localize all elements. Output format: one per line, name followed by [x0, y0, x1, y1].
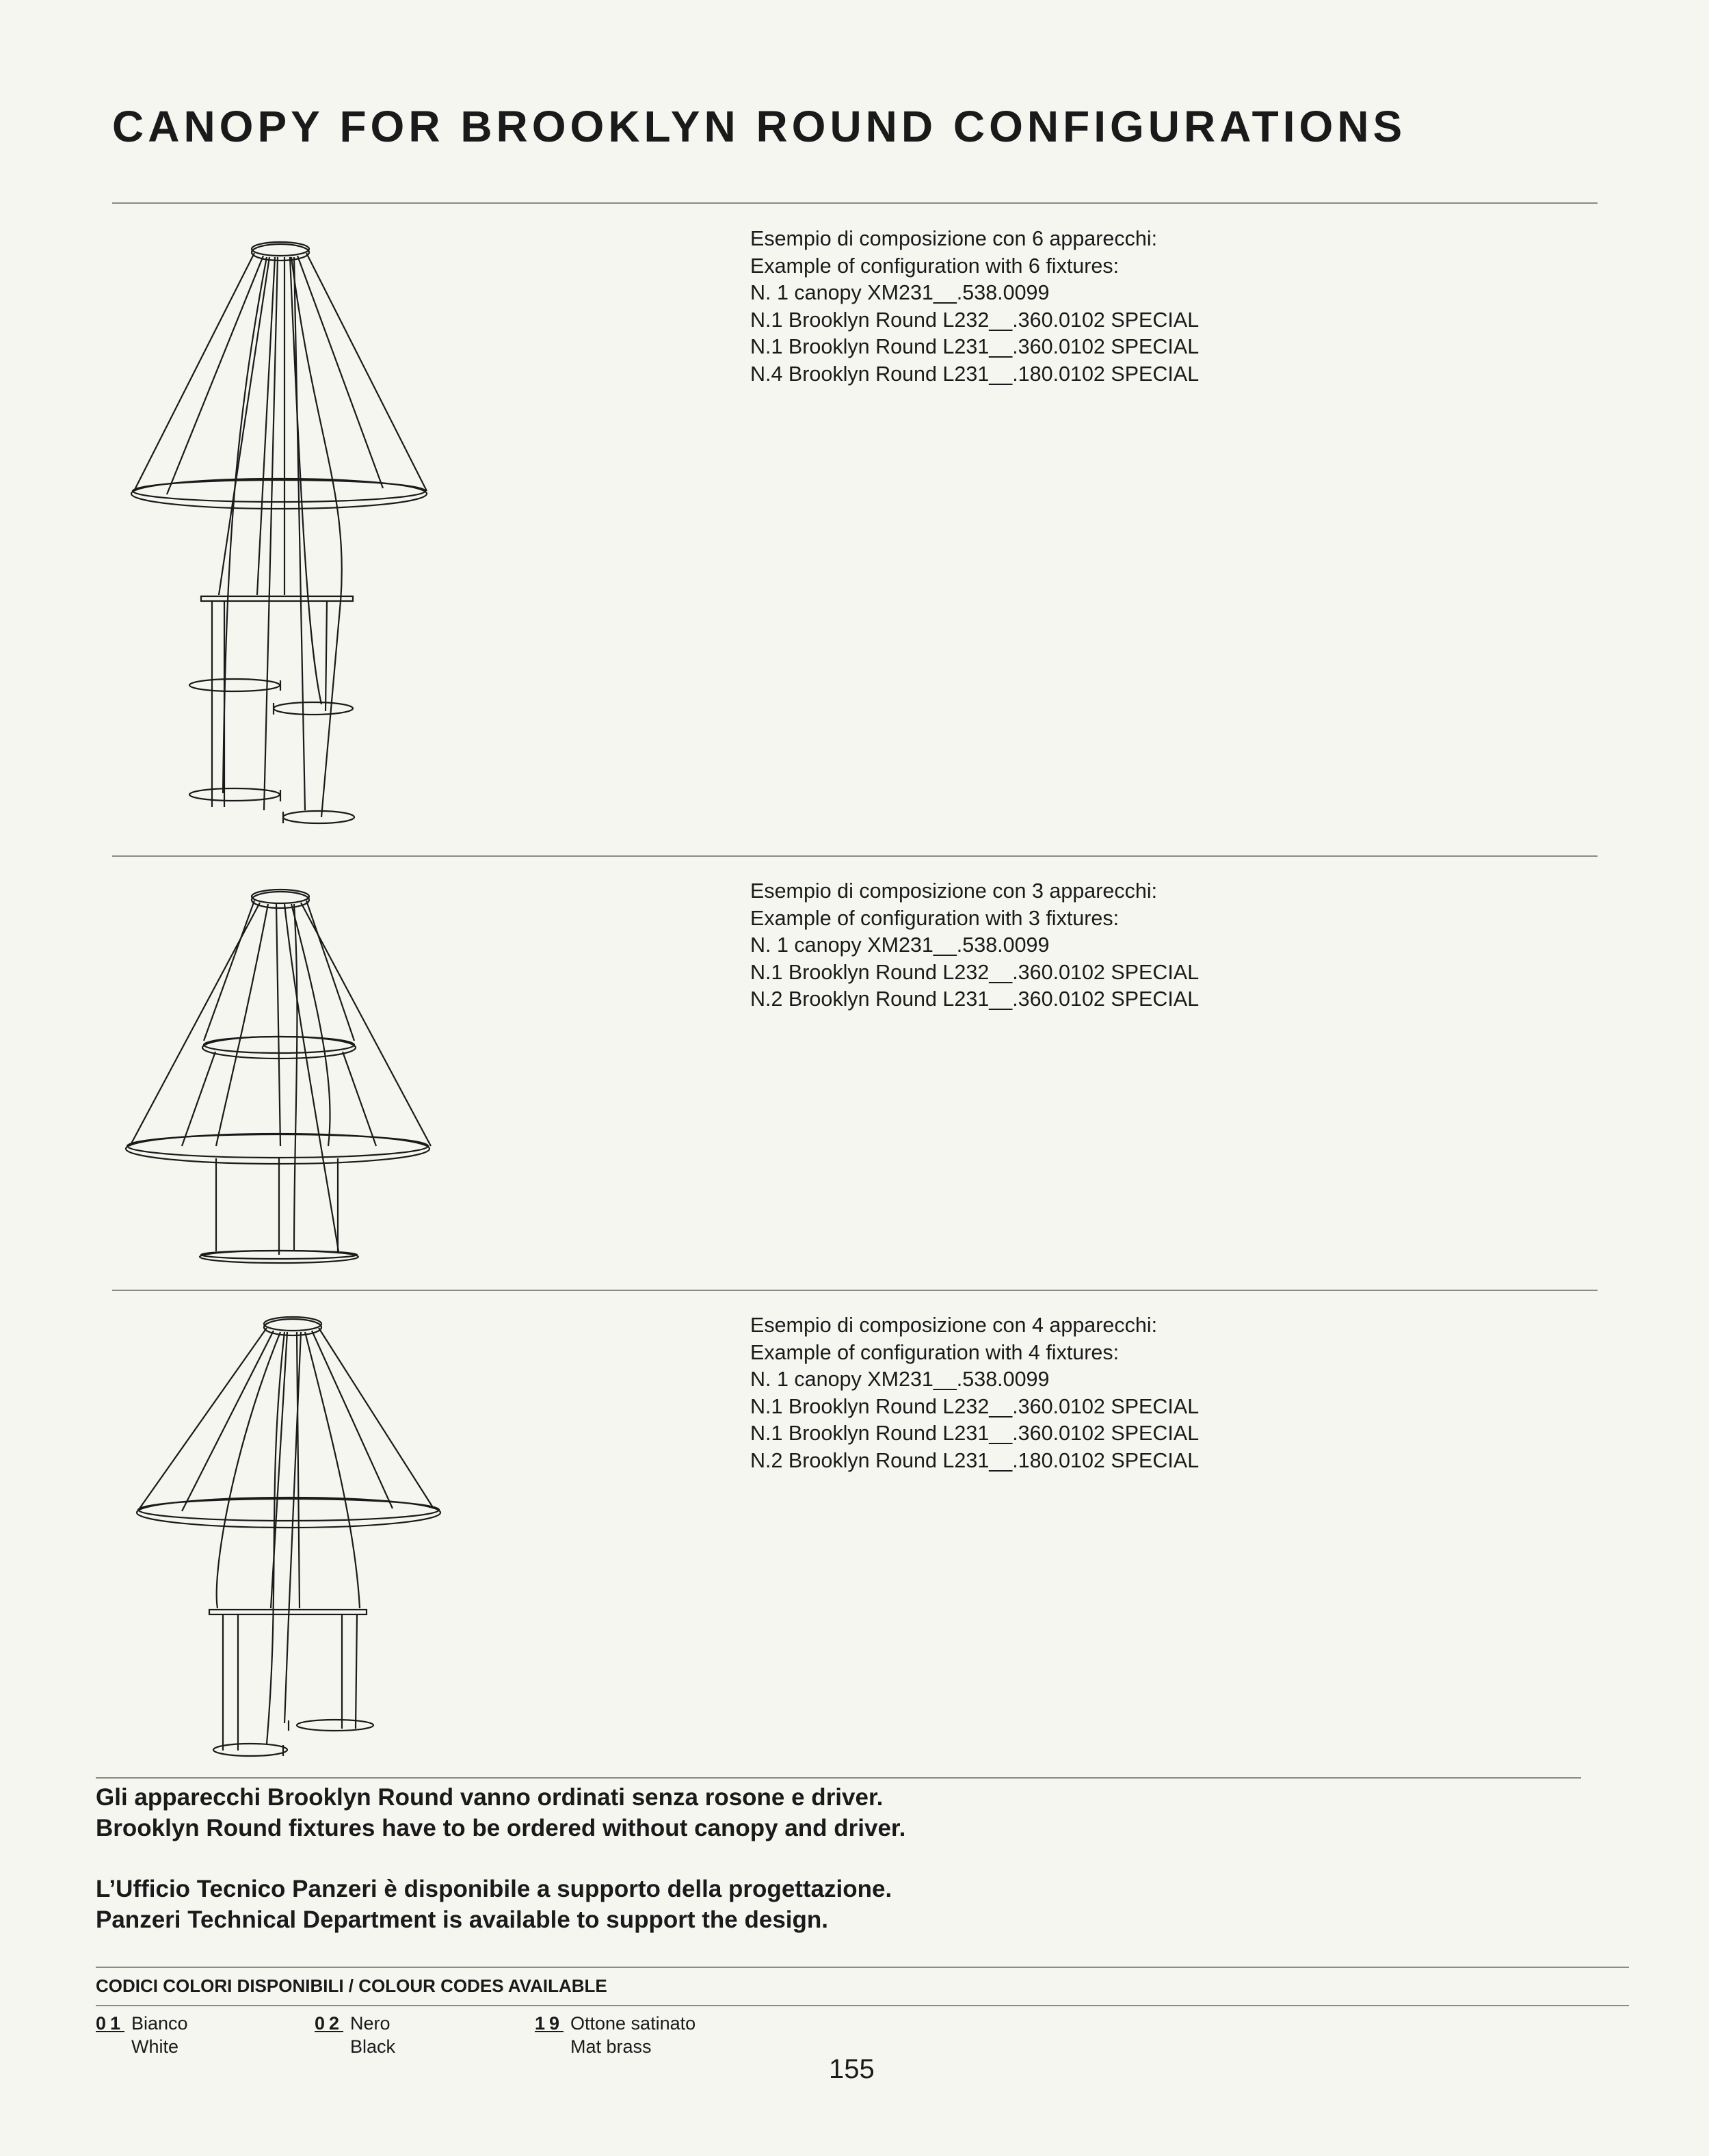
colour-name-en: Mat brass	[570, 2036, 652, 2057]
divider-notes	[96, 1777, 1581, 1779]
colour-code: 19	[535, 2013, 564, 2034]
note-order-en: Brooklyn Round fixtures have to be ordered without canopy and driver.	[96, 1815, 906, 1841]
divider-colour-bottom	[96, 2005, 1629, 2006]
description-line: N.4 Brooklyn Round L231__.180.0102 SPECIAL	[750, 362, 1200, 386]
note-support-en: Panzeri Technical Department is available to support the design.	[96, 1906, 829, 1933]
configuration-6-fixtures-drawing	[123, 232, 438, 834]
description-line: N.2 Brooklyn Round L231__.360.0102 SPECIAL	[750, 987, 1200, 1011]
divider-section-3	[112, 1290, 1598, 1291]
description-line: Esempio di composizione con 6 apparecchi:	[750, 227, 1158, 250]
configuration-4-description	[750, 1312, 1199, 1474]
description-line: Esempio di composizione con 3 apparecchi:	[750, 879, 1158, 903]
description-line: N.1 Brooklyn Round L232__.360.0102 SPECIAL	[750, 308, 1200, 332]
configuration-3-description	[750, 878, 1199, 1013]
page-title: CANOPY FOR BROOKLYN ROUND CONFIGURATIONS	[112, 102, 1407, 151]
description-line: Esempio di composizione con 4 apparecchi:	[750, 1314, 1158, 1337]
description-line: N.1 Brooklyn Round L232__.360.0102 SPECIAL	[750, 960, 1200, 984]
page-number: 155	[829, 2054, 875, 2084]
colour-codes-title: CODICI COLORI DISPONIBILI / COLOUR CODES AVAILABLE	[96, 1975, 607, 1996]
description-line: Example of configuration with 4 fixtures:	[750, 1340, 1120, 1364]
note-order-it: Gli apparecchi Brooklyn Round vanno ordinati senza rosone e driver.	[96, 1784, 884, 1811]
description-line: N.1 Brooklyn Round L232__.360.0102 SPECIAL	[750, 1394, 1200, 1418]
colour-name-en: White	[131, 2036, 179, 2057]
description-line: N.1 Brooklyn Round L231__.360.0102 SPECIAL	[750, 1422, 1200, 1445]
configuration-3-fixtures-drawing	[123, 882, 438, 1272]
divider-section-2	[112, 855, 1598, 857]
colour-code: 01	[96, 2013, 125, 2034]
configuration-6-description	[750, 226, 1199, 388]
note-support-it: L’Ufficio Tecnico Panzeri è disponibile a supporto della progettazione.	[96, 1876, 892, 1902]
colour-name-it: Bianco	[131, 2013, 188, 2034]
description-line: N. 1 canopy XM231__.538.0099	[750, 281, 1050, 304]
colour-name-it: Nero	[350, 2013, 390, 2034]
description-line: N.1 Brooklyn Round L231__.360.0102 SPECIAL	[750, 335, 1200, 358]
colour-code: 02	[315, 2013, 344, 2034]
description-line: Example of configuration with 3 fixtures:	[750, 906, 1120, 930]
configuration-4-fixtures-drawing	[130, 1313, 445, 1771]
colour-name-en: Black	[350, 2036, 396, 2057]
description-line: N. 1 canopy XM231__.538.0099	[750, 1368, 1050, 1391]
description-line: N.2 Brooklyn Round L231__.180.0102 SPECIAL	[750, 1448, 1200, 1472]
divider-colour-top	[96, 1967, 1629, 1968]
colour-name-it: Ottone satinato	[570, 2013, 696, 2034]
divider-top	[112, 202, 1598, 204]
description-line: Example of configuration with 6 fixtures:	[750, 254, 1120, 278]
ordering-notes	[96, 1782, 905, 1965]
description-line: N. 1 canopy XM231__.538.0099	[750, 933, 1050, 957]
